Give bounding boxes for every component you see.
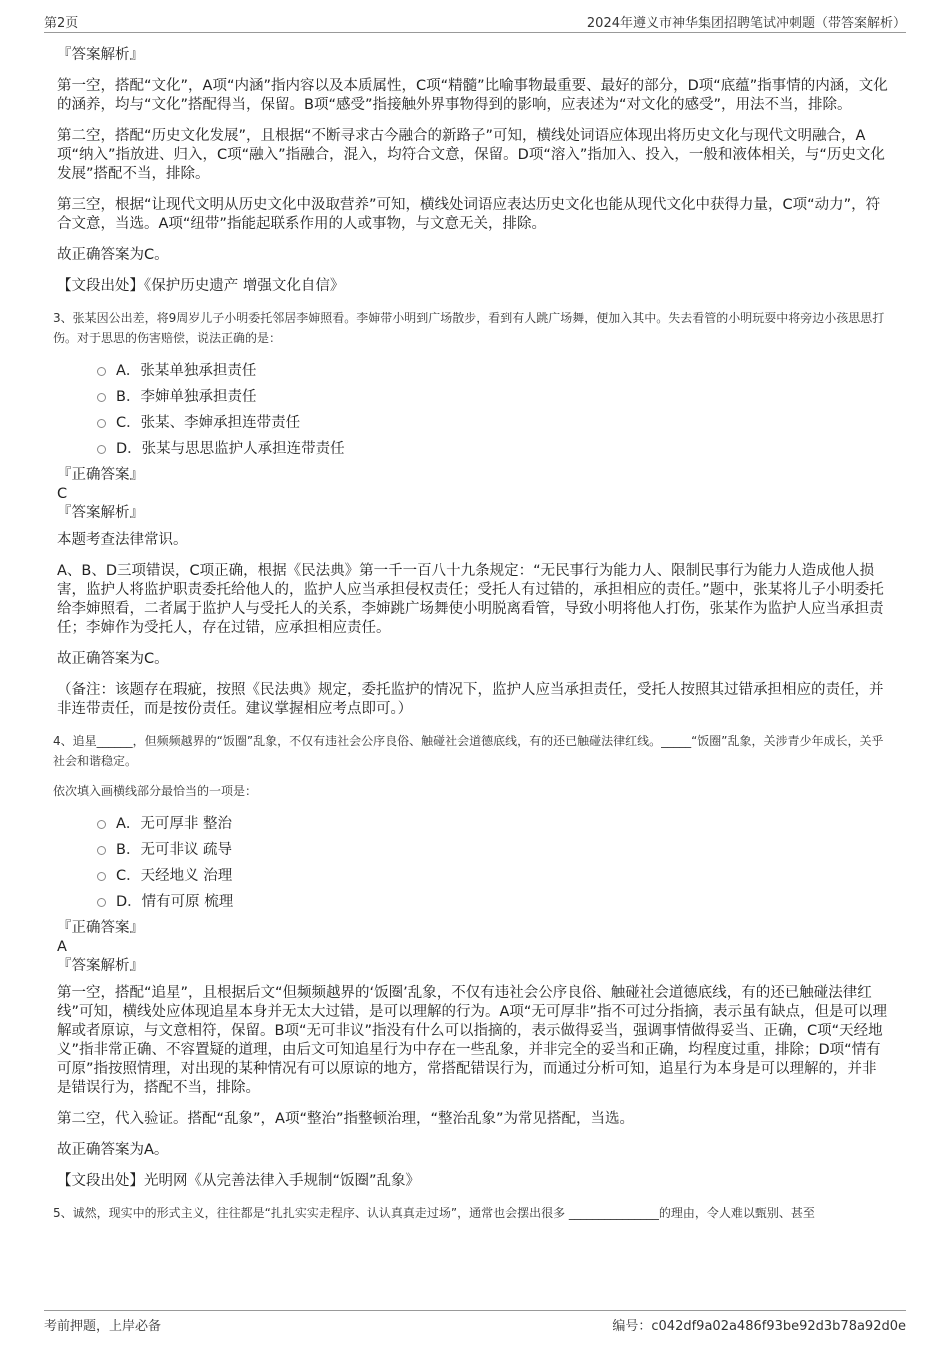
q4-correct-label: 『正确答案』 bbox=[57, 920, 144, 936]
page-footer bbox=[44, 1310, 906, 1335]
q2-conclusion: 故正确答案为C。 bbox=[57, 247, 169, 263]
radio-icon[interactable] bbox=[97, 419, 106, 428]
q4-option-b[interactable]: B．无可非议 疏导 bbox=[97, 837, 890, 863]
document-title: 2024年遵义市神华集团招聘笔试冲刺题（带答案解析） bbox=[586, 16, 906, 31]
q4-analysis-label: 『答案解析』 bbox=[57, 958, 144, 974]
radio-icon[interactable] bbox=[97, 445, 106, 454]
radio-icon[interactable] bbox=[97, 846, 106, 855]
page-header bbox=[44, 10, 906, 33]
q4-correct-answer: A bbox=[57, 939, 67, 955]
q4-option-c[interactable]: C．天经地义 治理 bbox=[97, 863, 890, 889]
q4-conclusion: 故正确答案为A。 bbox=[57, 1142, 169, 1158]
page-content bbox=[53, 46, 890, 1233]
q3-option-d[interactable]: D．张某与思思监护人承担连带责任 bbox=[97, 436, 890, 462]
q3-analysis-p1: 本题考查法律常识。 bbox=[57, 532, 188, 548]
q4-analysis-p1: 第一空，搭配“追星”，且根据后文“但频频越界的‘饭圈’乱象，不仅有违社会公序良俗、触碰社会道德底线，有的还已触碰法律红线”可知，横线处应体现追星本身并无太大过错，是可以理解的行为。A项“无可厚非”指不可过分指摘，表示虽有缺点，但是可以理解或者原谅，与文意相符，保留。B项“无可非议”指没有什么可以指摘的，表示做得妥当，强调事情做得妥当、正确，C项“天经地义”指非常正确、不容置疑的道理，由后文可知追星行为中存在一些乱象，并非完全的妥当和正确，均程度过重，排除；D项“情有可原”指按照情理，对出现的某种情况有可以原谅的地方，常搭配错误行为，而通过分析可知，追星行为本身是可以理解的，并非是错误行为，搭配不当，排除。 bbox=[57, 985, 887, 1096]
code-label: 编号： bbox=[612, 1319, 652, 1334]
q3-option-a[interactable]: A．张某单独承担责任 bbox=[97, 358, 890, 384]
q4-option-d[interactable]: D．情有可原 梳理 bbox=[97, 889, 890, 915]
radio-icon[interactable] bbox=[97, 367, 106, 376]
q3-analysis-p2: A、B、D三项错误，C项正确，根据《民法典》第一千一百八十九条规定：“无民事行为能力人、限制民事行为能力人造成他人损害，监护人将监护职责委托给他人的，监护人应当承担侵权责任；受托人有过错的，承担相应的责任。”题中，张某将儿子小明委托给李婶照看，二者属于监护人与受托人的关系，李婶跳广场舞使小明脱离看管，导致小明将他人打伤，张某作为监护人应当承担责任；李婶作为受托人，存在过错，应承担相应责任。 bbox=[57, 563, 884, 636]
q3-options bbox=[97, 358, 890, 462]
radio-icon[interactable] bbox=[97, 872, 106, 881]
q3-conclusion: 故正确答案为C。 bbox=[57, 651, 169, 667]
q3-option-c[interactable]: C．张某、李婶承担连带责任 bbox=[97, 410, 890, 436]
q4-prompt: 依次填入画横线部分最恰当的一项是： bbox=[53, 784, 258, 798]
footer-slogan: 考前押题，上岸必备 bbox=[44, 1319, 162, 1334]
q2-analysis-label: 『答案解析』 bbox=[57, 47, 144, 63]
q4-analysis-p2: 第二空，代入验证。搭配“乱象”，A项“整治”指整顿治理，“整治乱象”为常见搭配，当选。 bbox=[57, 1111, 634, 1127]
q3-option-b[interactable]: B．李婶单独承担责任 bbox=[97, 384, 890, 410]
q3-question: 3、张某因公出差，将9周岁儿子小明委托邻居李婶照看。李婶带小明到广场散步，看到有人跳广场舞，便加入其中。失去看管的小明玩耍中将旁边小孩思思打伤。对于思思的伤害赔偿，说法正确的是： bbox=[53, 311, 885, 345]
q2-analysis-p2: 第二空，搭配“历史文化发展”，且根据“不断寻求古今融合的新路子”可知，横线处词语应体现出将历史文化与现代文明融合，A项“纳入”指放进、归入，C项“融入”指融合，混入，均符合文意，保留。D项“溶入”指加入、投入，一般和液体相关，与“历史文化发展”搭配不当，排除。 bbox=[57, 128, 885, 182]
q4-question: 4、追星______，但频频越界的“饭圈”乱象，不仅有违社会公序良俗、触碰社会道德底线，有的还已触碰法律红线。_____“饭圈”乱象，关涉青少年成长，关乎社会和谐稳定。 bbox=[53, 734, 884, 768]
q2-analysis-p3: 第三空，根据“让现代文明从历史文化中汲取营养”可知，横线处词语应表达历史文化也能从现代文化中获得力量，C项“动力”，符合文意，当选。A项“纽带”指能起联系作用的人或事物，与文意无关，排除。 bbox=[57, 197, 881, 232]
q4-option-a[interactable]: A．无可厚非 整治 bbox=[97, 811, 890, 837]
q3-correct-label: 『正确答案』 bbox=[57, 467, 144, 483]
q4-options bbox=[97, 811, 890, 915]
radio-icon[interactable] bbox=[97, 820, 106, 829]
document-code bbox=[612, 1315, 906, 1334]
q3-analysis-label: 『答案解析』 bbox=[57, 505, 144, 521]
page-number: 第2页 bbox=[44, 16, 79, 31]
code-value: c042df9a02a486f93be92d3b78a92d0e bbox=[651, 1319, 906, 1334]
radio-icon[interactable] bbox=[97, 898, 106, 907]
q3-correct-answer: C bbox=[57, 486, 68, 502]
q2-analysis-p1: 第一空，搭配“文化”，A项“内涵”指内容以及本质属性，C项“精髓”比喻事物最重要、最好的部分，D项“底蕴”指事情的内涵，文化的涵养，均与“文化”搭配得当，保留。B项“感受”指接触外界事物得到的影响，应表述为“对文化的感受”，用法不当，排除。 bbox=[57, 78, 888, 113]
q4-source: 【文段出处】光明网《从完善法律入手规制“饭圈”乱象》 bbox=[57, 1173, 421, 1189]
q5-question: 5、诚然，现实中的形式主义，往往都是“扎扎实实走程序、认认真真走过场”，通常也会摆出很多 _______________的理由，令人难以甄别、甚至 bbox=[53, 1206, 815, 1220]
radio-icon[interactable] bbox=[97, 393, 106, 402]
q2-source: 【文段出处】《保护历史遗产 增强文化自信》 bbox=[57, 278, 345, 294]
q3-note: （备注：该题存在瑕疵，按照《民法典》规定，委托监护的情况下，监护人应当承担责任，受托人按照其过错承担相应的责任，并非连带责任，而是按份责任。建议掌握相应考点即可。） bbox=[57, 682, 884, 717]
